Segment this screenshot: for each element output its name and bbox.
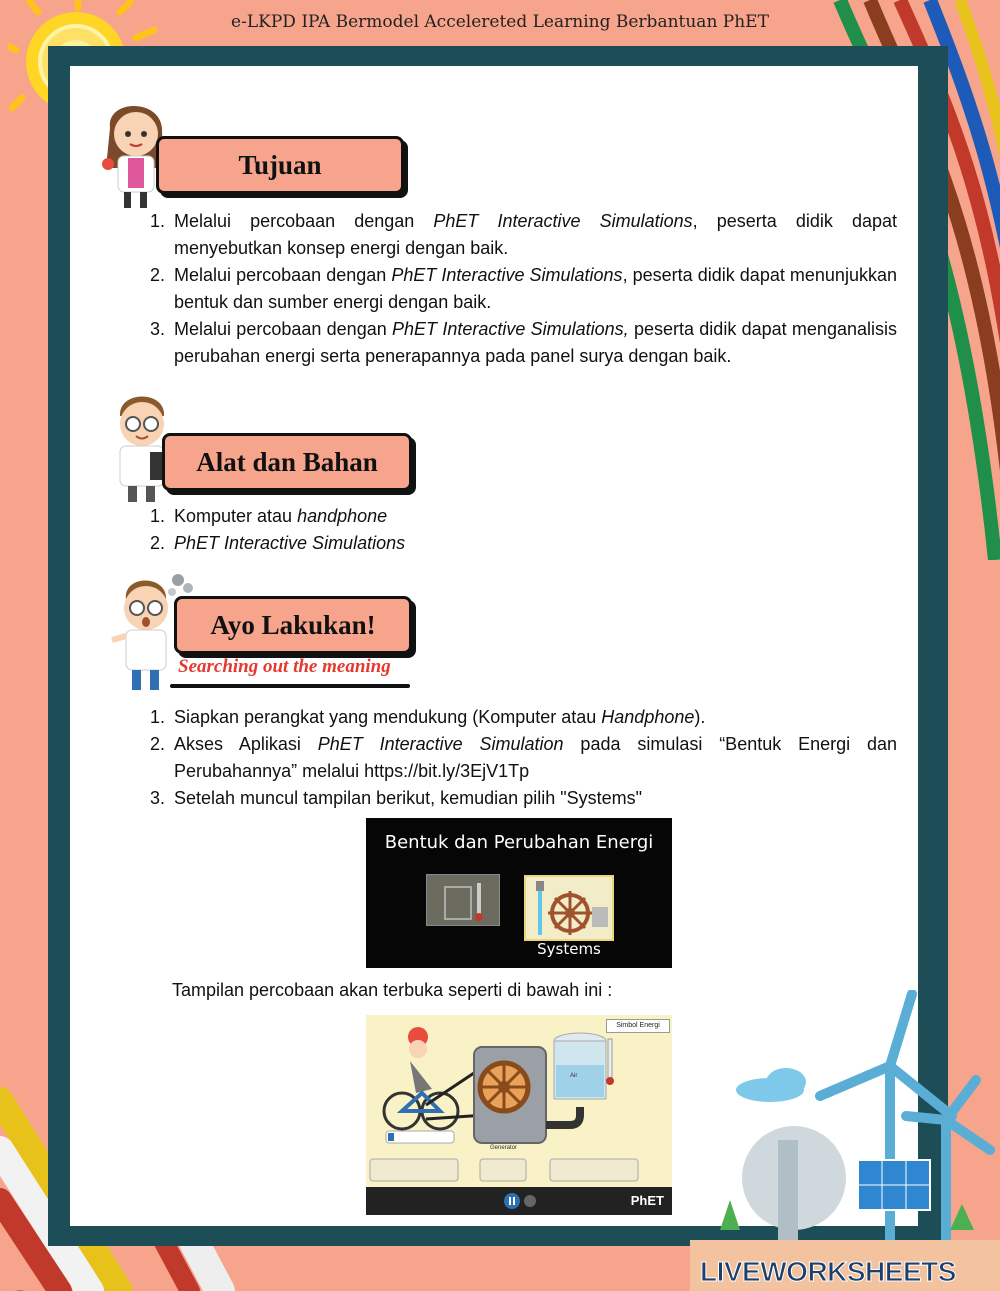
generator-label: Generator	[490, 1145, 518, 1151]
simulation-navbar	[366, 1187, 672, 1215]
systems-thumbnail[interactable]	[524, 875, 614, 941]
ayo-list	[150, 704, 897, 812]
list-item: 1. Komputer atau handphone	[150, 506, 388, 526]
play-pause-icon[interactable]	[502, 1191, 542, 1211]
list-item: 1. Melalui percobaan dengan PhET Interactive Simulations, peserta didik dapat menyebutkan konsep energi dengan baik.	[150, 211, 897, 258]
phet-menu-title: Bentuk dan Perubahan Energi	[384, 832, 654, 853]
section-heading-tujuan: Tujuan	[156, 136, 404, 194]
phet-systems-screenshot	[366, 1015, 672, 1215]
tujuan-list	[150, 208, 897, 370]
list-item: 2. Akses Aplikasi PhET Interactive Simulation pada simulasi “Bentuk Energi dan Perubahannya” melalui https://bit.ly/3EjV1Tp	[150, 734, 897, 781]
list-item: 2. PhET Interactive Simulations	[150, 533, 406, 553]
intro-paragraph: Tampilan percobaan akan terbuka seperti di bawah ini :	[172, 980, 613, 1000]
tank-label: Air	[570, 1073, 578, 1079]
intro-thumbnail	[426, 874, 500, 926]
energy-symbol-checkbox[interactable]: Simbol Energi	[606, 1019, 670, 1033]
list-item: 2. Melalui percobaan dengan PhET Interactive Simulations, peserta didik dapat menunjukkan bentuk dan sumber energi dengan baik.	[150, 265, 897, 312]
section-heading-ayo-lakukan: Ayo Lakukan!	[174, 596, 412, 654]
list-item: 1. Siapkan perangkat yang mendukung (Komputer atau Handphone).	[150, 707, 706, 727]
list-item: 3. Setelah muncul tampilan berikut, kemudian pilih "Systems"	[150, 788, 642, 808]
liveworksheets-watermark: LIVEWORKSHEETS	[700, 1256, 956, 1287]
systems-caption: Systems	[537, 940, 601, 958]
phet-brand: PhET	[630, 1193, 664, 1208]
beaker-icon	[427, 875, 499, 925]
alat-list	[150, 503, 897, 557]
subtitle-underline	[170, 684, 410, 688]
simulation-scene	[366, 1015, 672, 1187]
section-subtitle: Searching out the meaning	[178, 656, 391, 677]
phet-menu-screenshot	[366, 818, 672, 968]
page-header-title: e-LKPD IPA Bermodel Accelereted Learning Berbantuan PhET	[231, 12, 769, 32]
section-heading-alat-dan-bahan: Alat dan Bahan	[162, 433, 412, 491]
water-wheel-icon	[526, 877, 612, 939]
list-item: 3. Melalui percobaan dengan PhET Interactive Simulations, peserta didik dapat menganalisis perubahan energi serta penerapannya pada panel surya dengan baik.	[150, 319, 897, 366]
wind-turbine-illustration	[690, 990, 1000, 1291]
